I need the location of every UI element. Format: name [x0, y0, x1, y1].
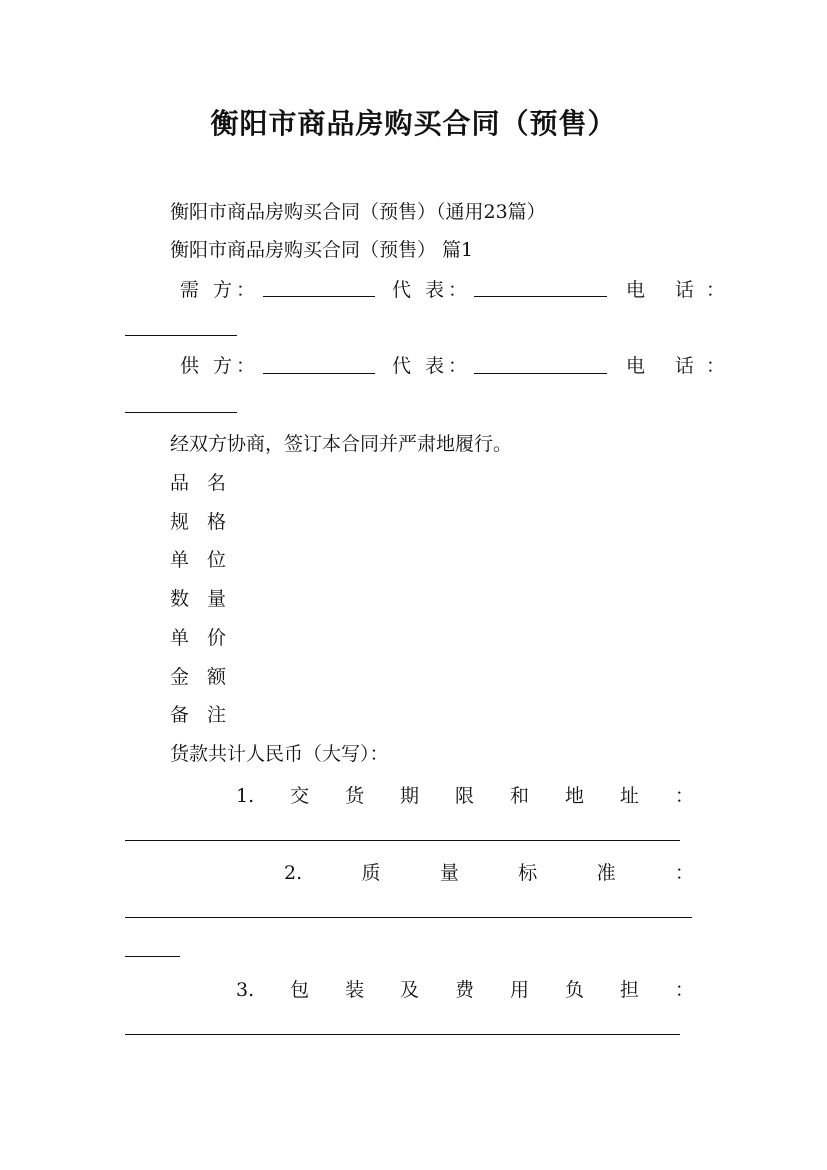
clause-2-char: 准 — [596, 862, 616, 884]
clause-3-char: 担 — [619, 979, 639, 1001]
clause-3-char: 费 — [455, 979, 475, 1001]
clause-3-blank — [125, 1034, 680, 1035]
clause-2-blank-line-2 — [125, 956, 180, 957]
clause-3-char: 用 — [509, 979, 529, 1001]
clause-3-char: ： — [674, 979, 694, 1001]
clause-1-char: 限 — [455, 785, 475, 807]
seller-phone-blank — [125, 412, 237, 413]
agreement-sentence: 经双方协商，签订本合同并严肃地履行。 — [170, 433, 513, 455]
clause-1-char: ： — [674, 785, 694, 807]
field-remarks: 备 注 — [170, 704, 233, 726]
clause-2-char: 标 — [518, 862, 538, 884]
seller-phone-label: 电 话： — [626, 355, 738, 377]
clause-1-char: 和 — [509, 785, 529, 807]
buyer-rep-blank — [474, 296, 607, 297]
clause-1-number: 1. — [236, 785, 255, 807]
subtitle-line: 衡阳市商品房购买合同（预售）（通用23篇） — [170, 201, 546, 223]
total-amount-label: 货款共计人民币（大写）： — [170, 743, 389, 765]
section-heading: 衡阳市商品房购买合同（预售） 篇1 — [170, 239, 474, 261]
clause-2-char: 量 — [439, 862, 459, 884]
clause-1-char: 地 — [564, 785, 584, 807]
clause-1-char: 址 — [619, 785, 639, 807]
clause-1-char: 期 — [400, 785, 420, 807]
clause-3-char: 装 — [345, 979, 365, 1001]
clause-1-char: 货 — [345, 785, 365, 807]
clause-1 — [236, 784, 694, 808]
clause-3-char: 负 — [564, 979, 584, 1001]
field-spec: 规 格 — [170, 511, 233, 533]
buyer-rep-label: 代 表： — [392, 279, 472, 301]
seller-rep-label: 代 表： — [392, 355, 472, 377]
seller-name-blank — [263, 373, 375, 374]
field-quantity: 数 量 — [170, 588, 233, 610]
clause-3 — [236, 978, 694, 1002]
clause-2-number: 2. — [284, 862, 303, 884]
clause-3-char: 包 — [290, 979, 310, 1001]
buyer-phone-blank — [125, 335, 237, 336]
seller-label: 供 方： — [180, 355, 260, 377]
clause-2-char: 质 — [361, 862, 381, 884]
field-product-name: 品 名 — [170, 472, 233, 494]
clause-1-char: 交 — [290, 785, 310, 807]
seller-rep-blank — [474, 373, 607, 374]
field-amount: 金 额 — [170, 666, 233, 688]
field-unit-price: 单 价 — [170, 627, 233, 649]
clause-3-char: 及 — [400, 979, 420, 1001]
buyer-phone-label: 电 话： — [626, 279, 738, 301]
buyer-label: 需 方： — [180, 279, 260, 301]
buyer-name-blank — [263, 296, 375, 297]
field-unit: 单 位 — [170, 549, 233, 571]
document-title: 衡阳市商品房购买合同（预售） — [210, 107, 617, 140]
clause-2 — [284, 861, 694, 885]
clause-3-number: 3. — [236, 979, 255, 1001]
clause-1-blank — [125, 840, 680, 841]
clause-2-char: ： — [674, 862, 694, 884]
clause-2-blank-line-1 — [125, 917, 692, 918]
